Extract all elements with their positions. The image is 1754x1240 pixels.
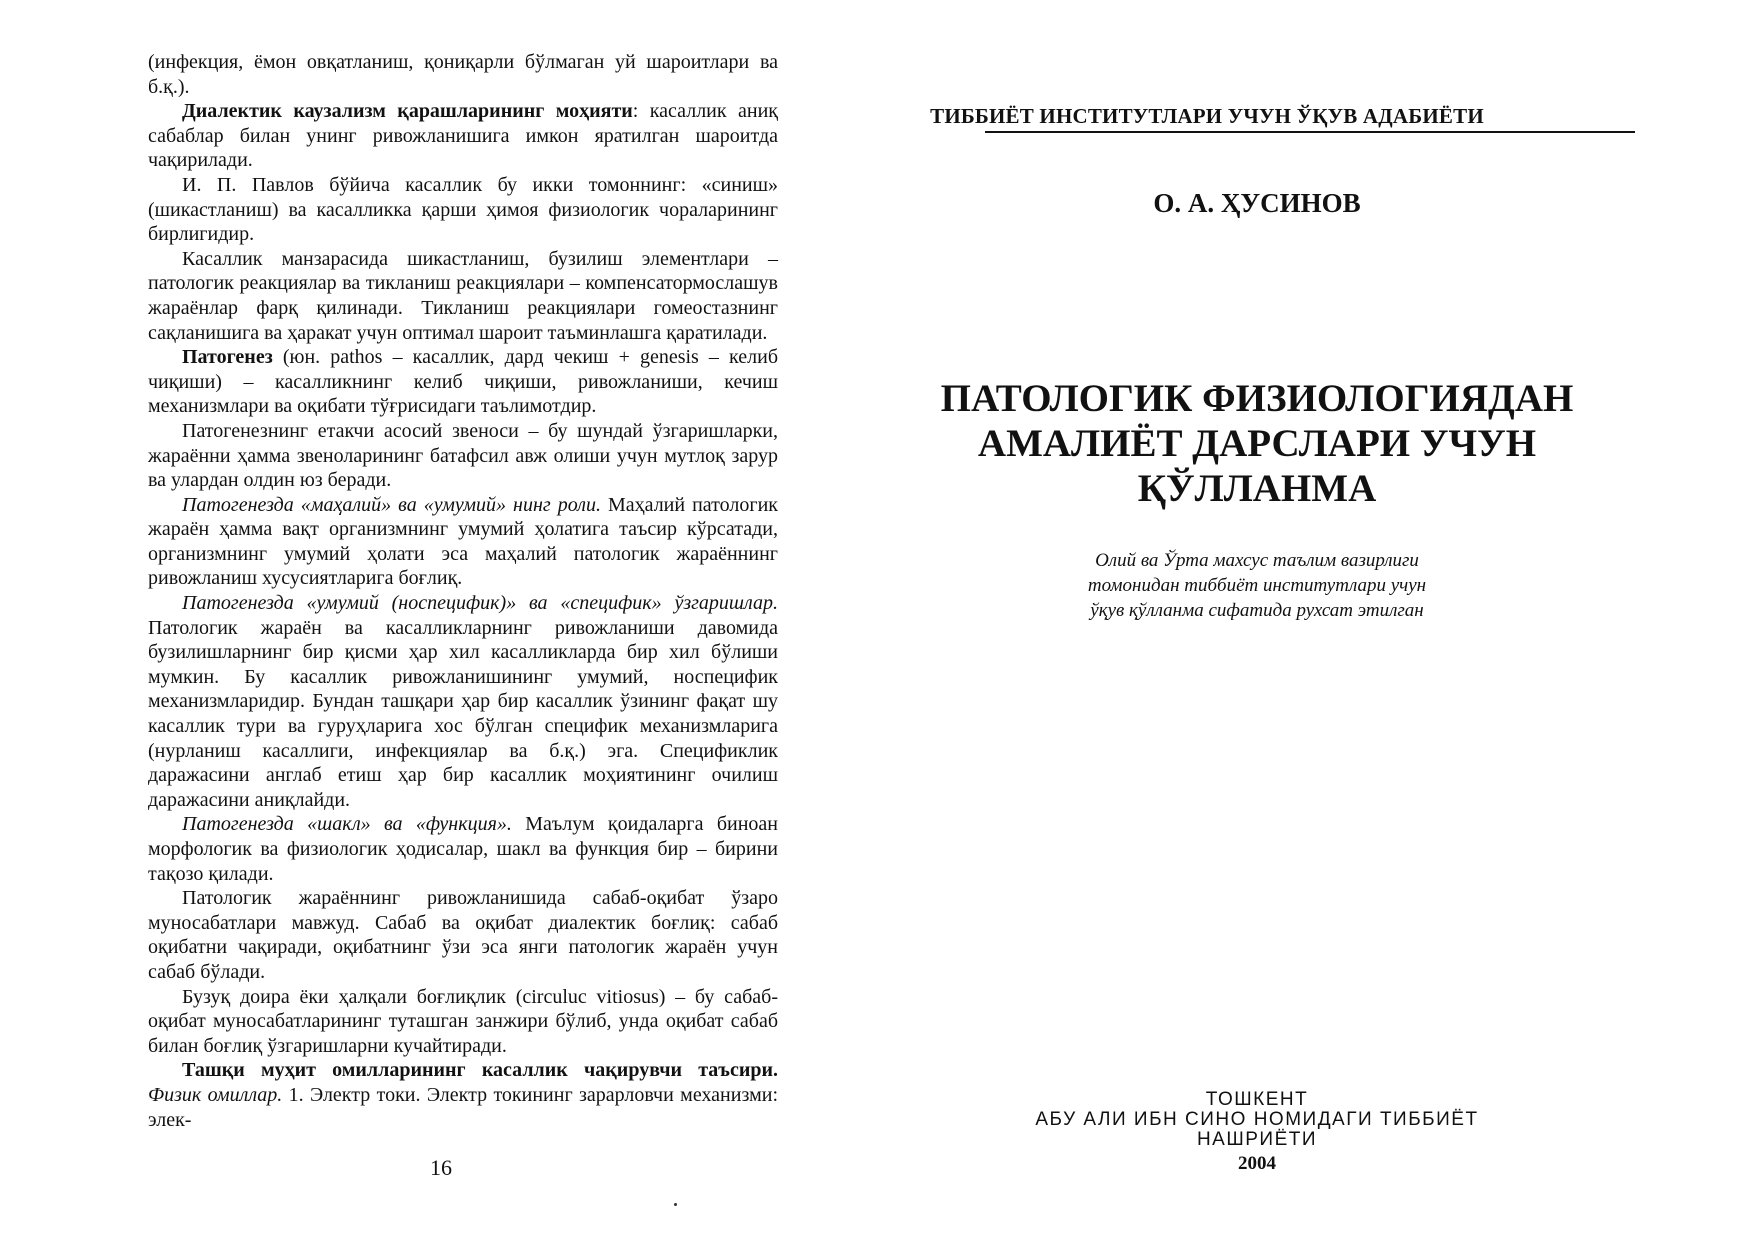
page-number: 16 <box>430 1155 452 1180</box>
paragraph <box>148 345 778 419</box>
paragraph <box>148 247 778 345</box>
paragraph-text: Маълум қоидаларга биноан морфологик ва физиологик ҳодисалар, шакл ва функция бир – бирини тақозо қилади. <box>148 813 778 885</box>
body-text <box>148 50 778 1132</box>
paragraph-text: И. П. Павлов бўйича касаллик бу икки томоннинг: «синиш» (шикастланиш) ва касалликка қарши ҳимоя физиологик чораларининг бирлигидир. <box>148 173 778 246</box>
paragraph-text: Касаллик манзарасида шикастланиш, бузилиш элементлари – патологик реакциялар ва тикланиш реакциялари – компенсатормослашув жараёнлар фарқ қилинади. Тикланиш реакциялари гомеостазнинг сақланишига ва ҳаракат учун оптимал шароит таъминлашга қаратилади. <box>148 247 778 344</box>
paragraph <box>148 50 778 99</box>
paragraph-text: : касаллик аниқ сабаблар билан унинг ривожланишига имкон яратилган шароитда чақирилади. <box>148 100 778 172</box>
paragraph-text: 1. Электр токи. Электр токининг зарарловчи механизми: элек- <box>148 1083 778 1131</box>
paragraph <box>148 419 778 493</box>
approval-line: Олий ва Ўрта махсус таълим вазирлиги <box>1095 550 1419 571</box>
approval-line: ўқув қўлланма сифатида рухсат этилган <box>1090 600 1424 621</box>
italic-heading: Физик омиллар. <box>148 1083 283 1106</box>
italic-heading: Патогенезда «умумий (носпецифик)» ва «специфик» ўзгаришлар. <box>182 592 778 615</box>
paragraph-text: Бузуқ доира ёки ҳалқали боғлиқлик (circuluc vitiosus) – бу сабаб-оқибат муносабатларининг туташган занжири бўлиб, унда оқибат сабаб билан боғлиқ ўзгаришларни кучайтиради. <box>148 985 778 1057</box>
scan-speck <box>674 1203 677 1206</box>
bold-term: Диалектик каузализм қарашларининг моҳияти <box>182 100 633 123</box>
publisher-name: АБУ АЛИ ИБН СИНО НОМИДАГИ ТИББИЁТ <box>1035 1109 1479 1130</box>
series-title: ТИББИЁТ ИНСТИТУТЛАРИ УЧУН ЎҚУВ АДАБИЁТИ <box>930 104 1484 128</box>
paragraph <box>148 886 778 984</box>
italic-heading: Патогенезда «маҳалий» ва «умумий» нинг роли. <box>182 493 601 516</box>
publisher-block <box>877 1090 1637 1174</box>
bold-term: Ташқи муҳит омилларининг касаллик чақирувчи таъсири. <box>182 1059 778 1082</box>
paragraph-text: (инфекция, ёмон овқатланиш, қониқарли бўлмаган уй шароитлари ва б.қ.). <box>148 51 778 98</box>
paragraph <box>148 812 778 886</box>
book-title-line: АМАЛИЁТ ДАРСЛАРИ УЧУН <box>977 422 1537 465</box>
author-name: О. А. ҲУСИНОВ <box>1153 188 1361 218</box>
paragraph-text: (юн. pathos – касаллик, дард чекиш + genesis – келиб чиқиши) – касалликнинг келиб чиқиши, ривожланиши, кечиш механизмлари ва оқибати тўғрисидаги таълимотдир. <box>148 346 778 418</box>
publisher-city: ТОШКЕНТ <box>1205 1089 1309 1110</box>
paragraph <box>148 985 778 1059</box>
paragraph <box>148 493 778 591</box>
paragraph <box>148 1058 778 1132</box>
paragraph-text: Патологик жараён ва касалликларнинг ривожланиши давомида бузилишларнинг бир қисми ҳар хил касалликларда бир хил бўлиши мумкин. Бу касаллик ривожланишининг умумий, носпецифик механизмларидир. Бундан ташқари ҳар бир касаллик ўзининг фақат шу касаллик тури ва гуруҳларига хос бўлган специфик механизмларига (нурланиш касаллиги, инфекциялар ва б.қ.) эга. Спецификлик даражасини англаб етиш ҳар бир касаллик моҳиятининг очилиш даражасини аниқлайди. <box>148 616 778 811</box>
approval-note <box>877 548 1637 623</box>
publisher-house: НАШРИЁТИ <box>1196 1129 1318 1150</box>
bold-term: Патогенез <box>182 346 273 369</box>
series-underline <box>985 131 1635 133</box>
paragraph-text: Маҳалий патологик жараён ҳамма вақт организмнинг умумий ҳолатига таъсир кўрсатади, организмнинг умумий ҳолати эса маҳалий патологик жараённинг ривожланиш хусусиятларига боғлиқ. <box>148 493 778 590</box>
paragraph <box>148 99 778 173</box>
approval-line: томонидан тиббиёт институтлари учун <box>1087 575 1427 596</box>
italic-heading: Патогенезда «шакл» ва «функция». <box>182 813 512 836</box>
paragraph-text: Патогенезнинг етакчи асосий звеноси – бу шундай ўзгаришларки, жараённи ҳамма звеноларининг батафсил авж олиши учун мутлоқ зарур ва улардан олдин юз беради. <box>148 419 778 492</box>
book-title-line: ҚЎЛЛАНМА <box>1137 467 1377 510</box>
paragraph <box>148 591 778 812</box>
book-title <box>877 376 1637 511</box>
book-title-line: ПАТОЛОГИК ФИЗИОЛОГИЯДАН <box>940 377 1574 420</box>
right-page <box>877 0 1754 1240</box>
paragraph-text: Патологик жараённинг ривожланишида сабаб-оқибат ўзаро муносабатлари мавжуд. Сабаб ва оқибат диалектик боғлиқ: сабаб оқибатни чақиради, оқибатнинг ўзи эса янги патологик жараён учун сабаб бўлади. <box>148 887 778 983</box>
paragraph <box>148 173 778 247</box>
publication-year: 2004 <box>1238 1153 1276 1174</box>
